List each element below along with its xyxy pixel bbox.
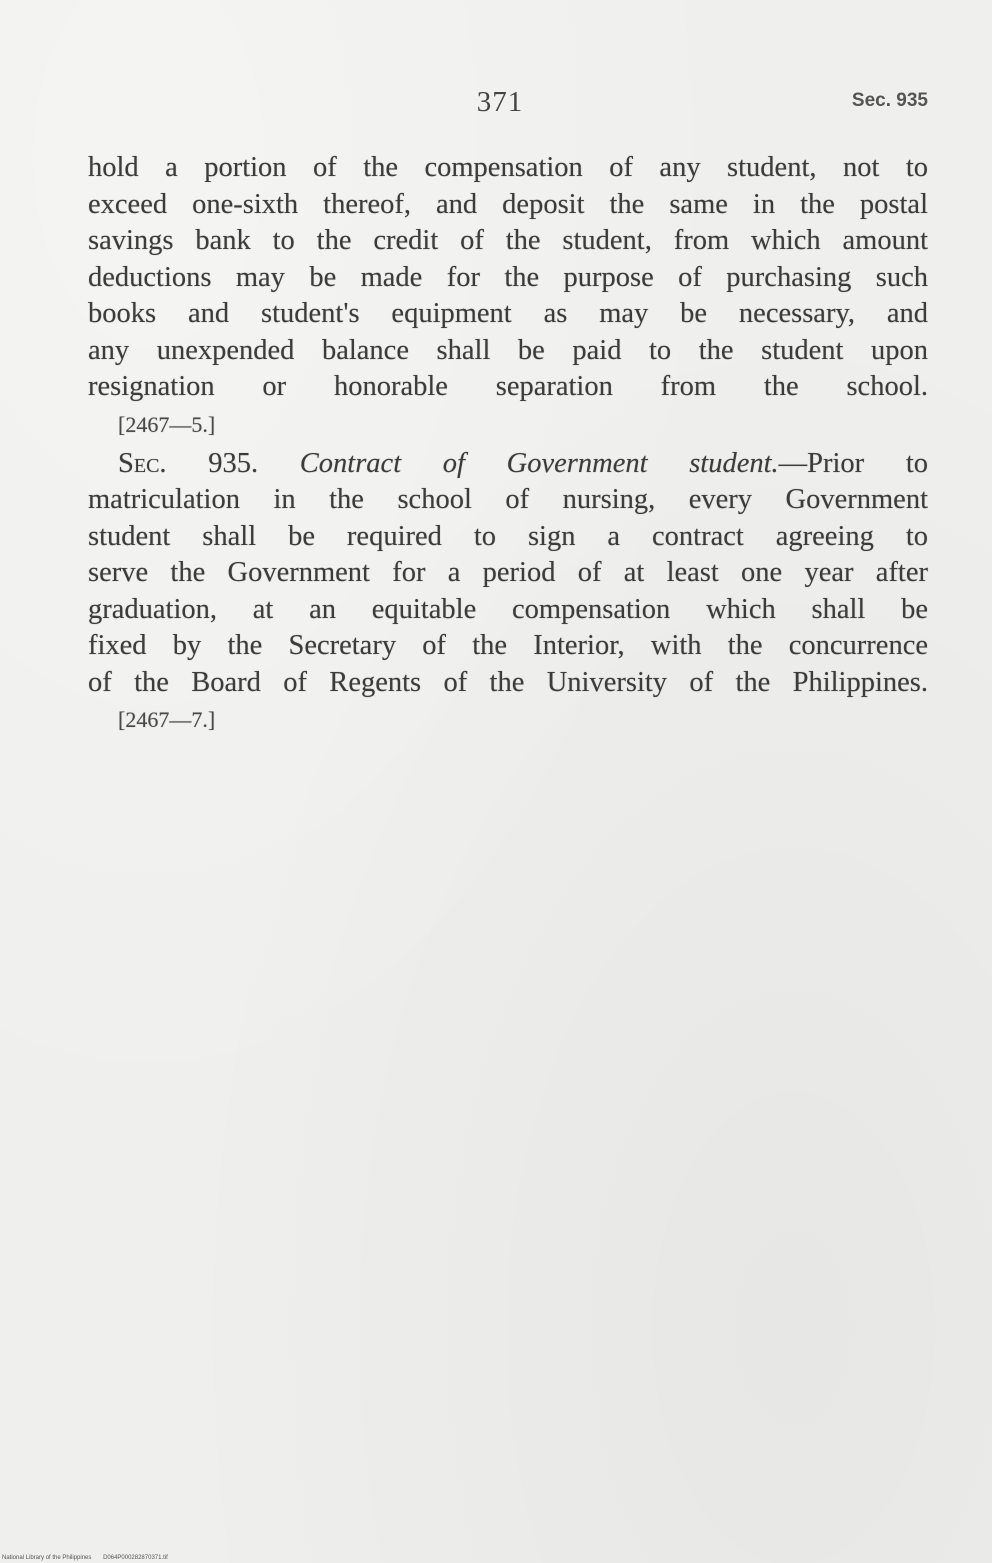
paragraph-line: graduation, at an equitable compensation which shall be bbox=[88, 593, 928, 625]
paragraph-line: deductions may be made for the purpose of purchasing such bbox=[88, 261, 928, 293]
citation: [2467—5.] bbox=[118, 411, 216, 437]
section-heading-line bbox=[88, 446, 928, 483]
section-heading-rest: —Prior to bbox=[778, 447, 929, 479]
page-body bbox=[88, 150, 928, 741]
page-number: 371 bbox=[476, 86, 524, 118]
image-id: D064P000282870371.tif bbox=[103, 1555, 168, 1561]
paragraph-line: student shall be required to sign a contract agreeing to bbox=[88, 520, 928, 552]
section-number: 935. bbox=[166, 447, 300, 479]
paragraph-line: fixed by the Secretary of the Interior, with the concurrence bbox=[88, 630, 928, 661]
section-heading: Contract of Government student. bbox=[299, 447, 779, 479]
paragraph-line: of the Board of Regents of the University of the Philippines. bbox=[88, 666, 928, 698]
section-label: Sec. bbox=[118, 447, 167, 479]
paragraph-line: savings bank to the credit of the student, from which amount bbox=[88, 225, 928, 256]
library-credit: National Library of the Philippines bbox=[2, 1555, 92, 1561]
paragraph-line: books and student's equipment as may be necessary, and bbox=[88, 298, 928, 329]
paragraph-line: matriculation in the school of nursing, every Government bbox=[88, 484, 928, 515]
paragraph-line: resignation or honorable separation from the school. bbox=[88, 371, 928, 402]
paragraph-line: any unexpended balance shall be paid to the student upon bbox=[88, 334, 928, 366]
running-head-section: Sec. 935 bbox=[851, 90, 928, 111]
scan-footer bbox=[2, 1555, 178, 1561]
citation: [2467—7.] bbox=[118, 707, 216, 732]
paragraph-line: hold a portion of the compensation of any student, not to bbox=[88, 152, 928, 183]
paragraph-line: exceed one-sixth thereof, and deposit the same in the postal bbox=[88, 188, 928, 220]
paragraph-line: serve the Government for a period of at least one year after bbox=[88, 557, 928, 588]
